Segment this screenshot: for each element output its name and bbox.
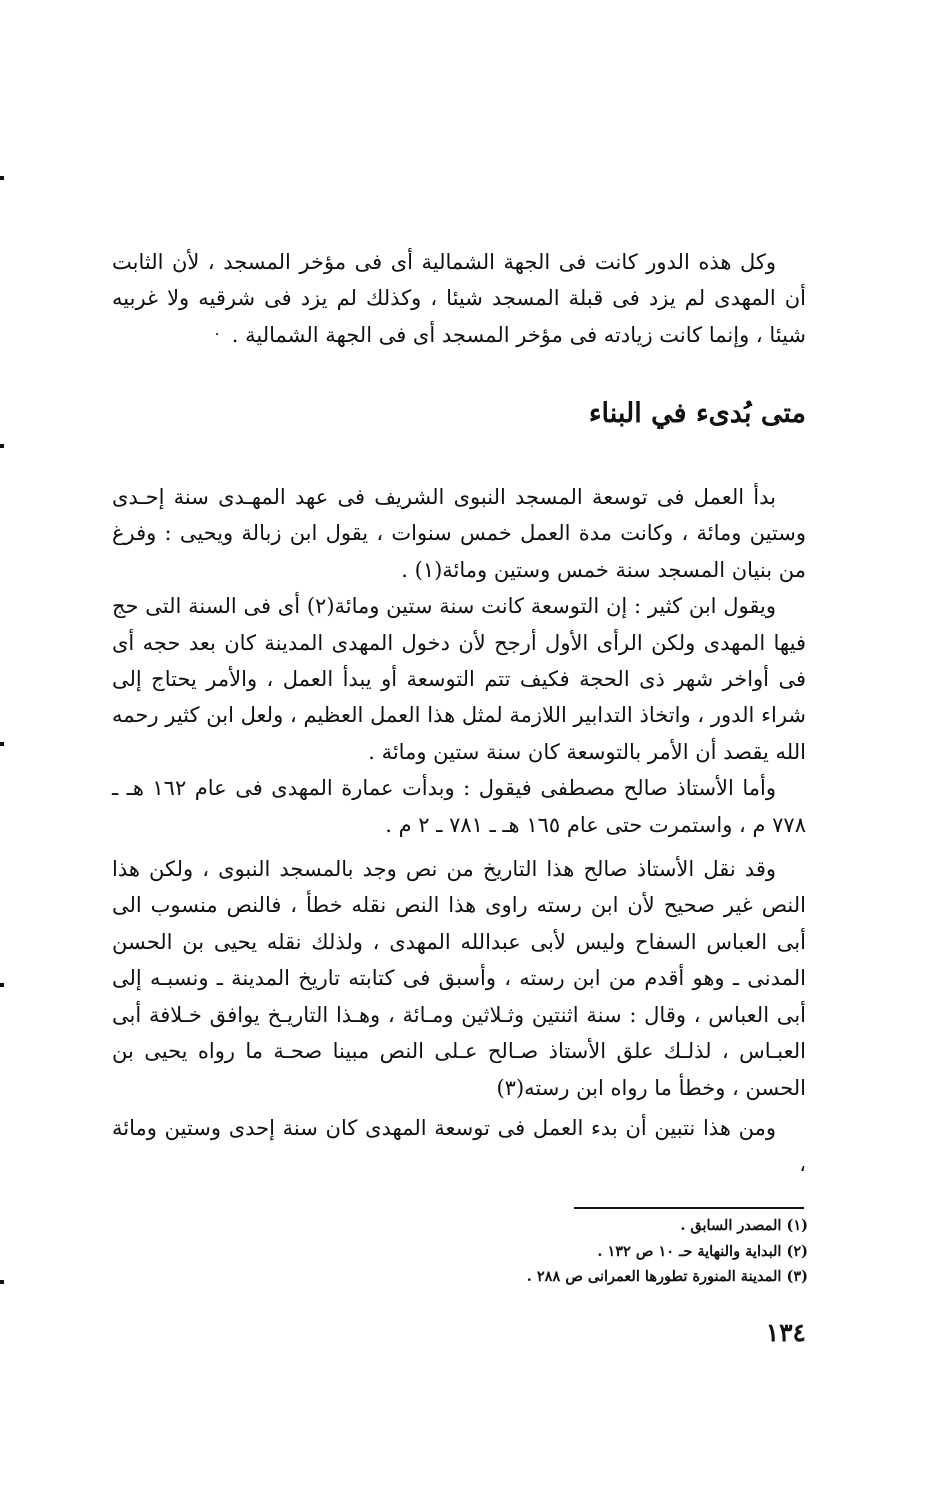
section-heading: متى بُدىء في البناء [588, 398, 806, 429]
scan-edge-mark [0, 176, 4, 180]
paragraph-ibn-rusta: وقد نقل الأستاذ صالح هذا التاريخ من نص وجد بالمسجد النبوى ، ولكن هذا النص غير صحيح لأن ابن رسته راوى هذا النص نقله خطأ ، فالنص منسوب الى أبى العباس السفاح وليس لأبى عبدالله المهدى ، ولذلك نقله يحيى بن الحسن المدنى ـ وهو أقدم من ابن رسته ، وأسبق فى كتابته تاريخ المدينة ـ ونسبـه إلى أبى العباس ، وقال : سنة اثنتين وثـلاثين ومـائة ، وهـذا التاريـخ يوافق خـلافة أبى العبـاس ، لذلـك علق الأستاذ صـالح عـلى النص مبينا صحـة ما رواه يحيى بن الحسن ، وخطأ ما رواه ابن رسته(٣) [112, 857, 806, 1100]
scan-edge-mark [0, 1280, 4, 1284]
paragraph-ibn-kathir: ويقول ابن كثير : إن التوسعة كانت سنة ستين ومائة(٢) أى فى السنة التى حج فيها المهدى ولكن الرأى الأول أرجح لأن دخول المهدى المدينة كان بعد حجه أى فى أواخر شهر ذى الحجة فكيف تتم التوسعة أو يبدأ العمل ، والأمر يحتاج إلى شراء الدور ، واتخاذ التدابير اللازمة لمثل هذا العمل العظيم ، ولعل ابن كثير رحمه الله يقصد أن الأمر بالتوسعة كان سنة ستين ومائة . [112, 594, 806, 764]
scan-edge-mark [0, 983, 4, 987]
paragraph-salih-mustafa: وأما الأستاذ صالح مصطفى فيقول : وبدأت عمارة المهدى فى عام ١٦٢ هـ ـ ٧٧٨ م ، واستمرت حتى عام ١٦٥ هـ ـ ٧٨١ ـ ٢ م . [112, 776, 806, 837]
scan-speck [216, 333, 218, 335]
footnote-3: (٣) المدينة المنورة تطورها العمرانى ص ٢٨٨ . [526, 1268, 808, 1285]
opening-paragraph-block [112, 244, 806, 353]
main-text-block [112, 479, 806, 1183]
scan-edge-mark [0, 742, 4, 746]
opening-paragraph: وكل هذه الدور كانت فى الجهة الشمالية أى فى مؤخر المسجد ، لأن الثابت أن المهدى لم يزد فى قبلة المسجد شيئا ، وكذلك لم يزد فى شرقيه ولا غربيه شيئا ، وإنما كانت زيادته فى مؤخر المسجد أى فى الجهة الشمالية . [112, 250, 806, 347]
footnote-2: (٢) البداية والنهاية حـ ١٠ ص ١٣٢ . [597, 1242, 808, 1260]
paragraph-conclusion: ومن هذا نتبين أن بدء العمل فى توسعة المهدى كان سنة إحدى وستين ومائة ، [112, 1115, 806, 1177]
page-number: ١٣٤ [765, 1318, 806, 1347]
paragraph-start-of-work: بدأ العمل فى توسعة المسجد النبوى الشريف فى عهد المهـدى سنة إحـدى وستين ومائة ، وكانت مدة العمل خمس سنوات ، يقول ابن زبالة ويحيى : وفرغ من بنيان المسجد سنة خمس وستين ومائة(١) . [112, 485, 806, 582]
footnote-separator [574, 1207, 804, 1209]
footnote-1: (١) المصدر السابق . [680, 1217, 808, 1234]
scan-edge-mark [0, 444, 4, 448]
footnotes [440, 1213, 808, 1290]
